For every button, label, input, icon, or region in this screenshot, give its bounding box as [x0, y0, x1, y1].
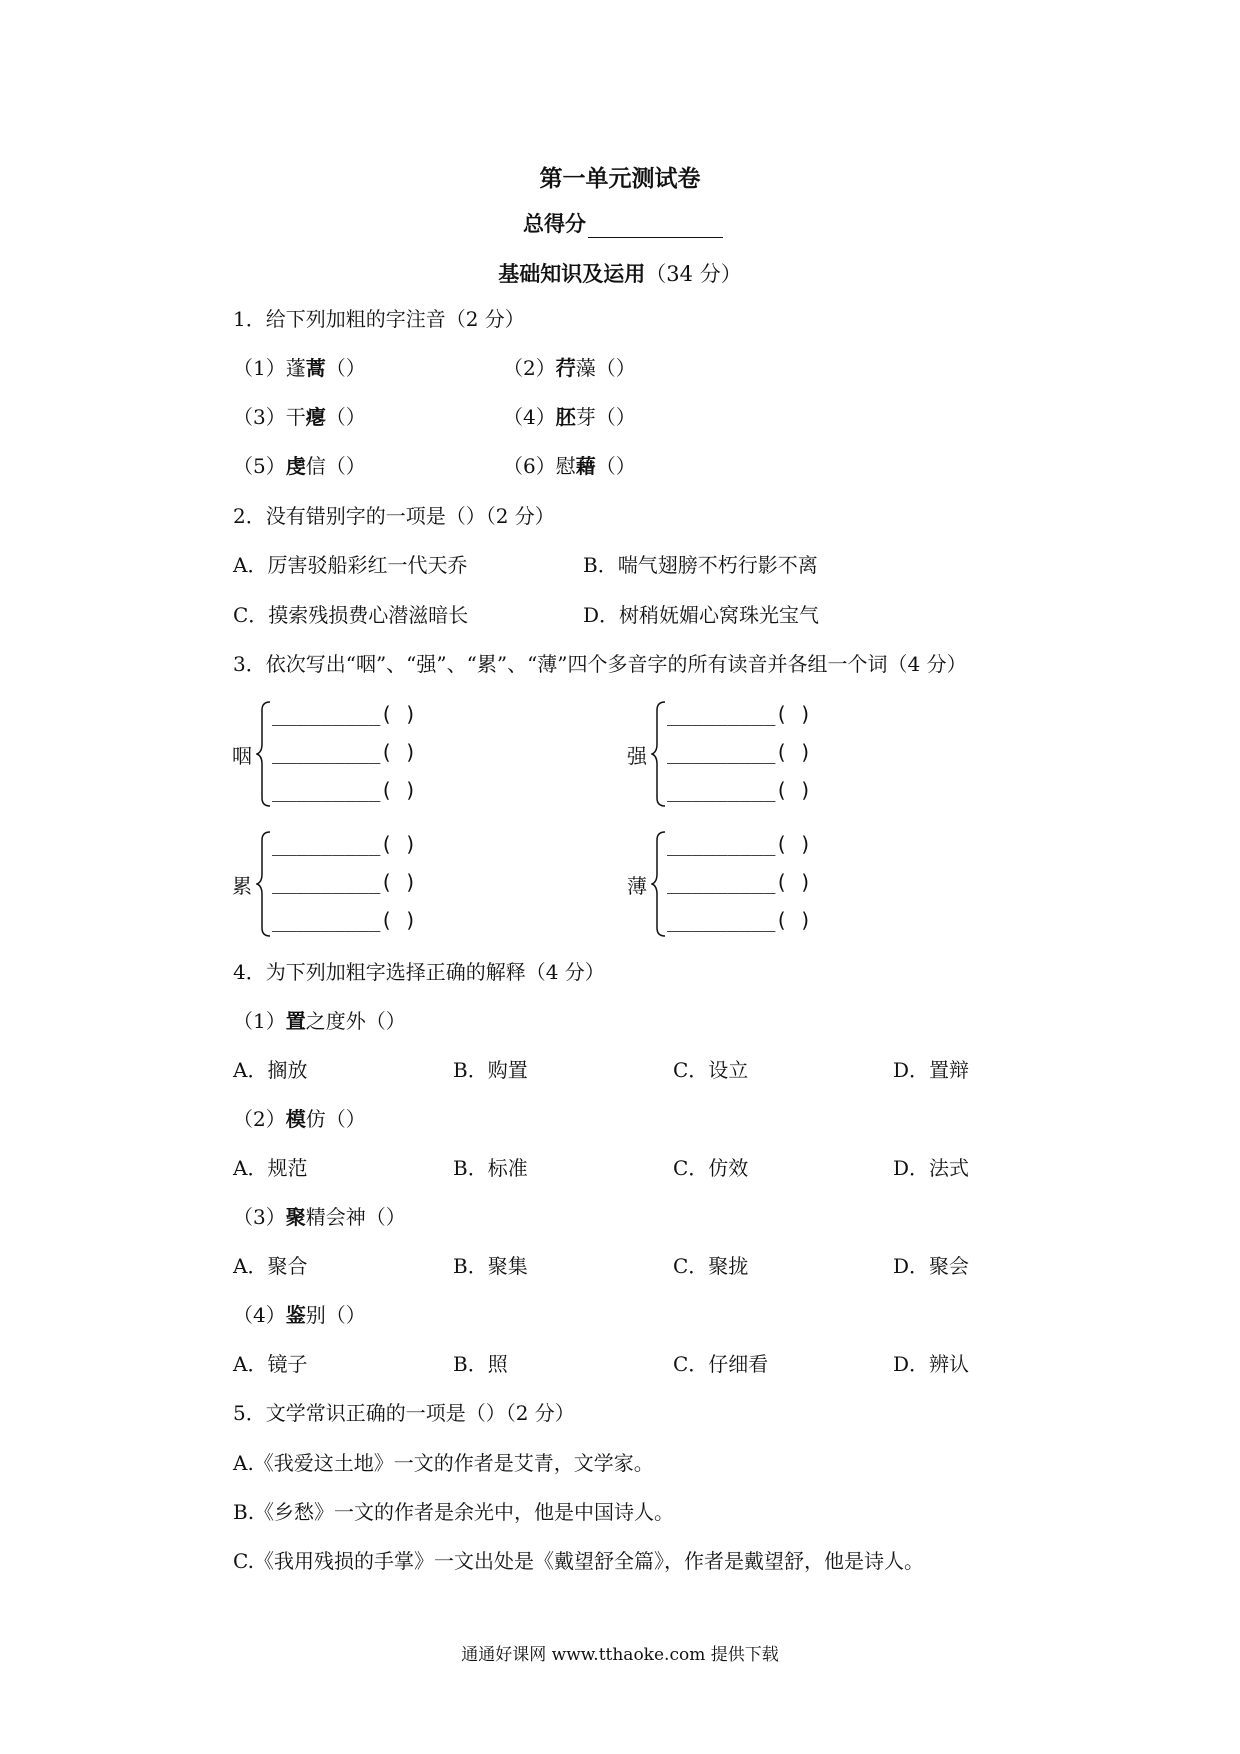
answer-row[interactable]: _________( ) [272, 702, 417, 726]
item-number: （6） [503, 454, 556, 478]
q2-option-b[interactable]: B．喘气翅膀不朽行影不离 [583, 553, 818, 577]
item-text: 精会神（） [305, 1205, 406, 1229]
q1-item-5 [233, 454, 366, 478]
q1-item-3 [233, 405, 366, 429]
q5-stem: 5．文学常识正确的一项是（）（2 分） [233, 1401, 575, 1425]
bold-char: 胚 [555, 405, 576, 429]
q4-2-option-d[interactable]: D．法式 [893, 1156, 970, 1180]
q4-1-option-b[interactable]: B．购置 [453, 1058, 528, 1082]
brace-icon [651, 700, 667, 808]
bold-char: 模 [285, 1107, 306, 1131]
q4-item-1 [233, 1009, 406, 1033]
item-char: 信 [305, 454, 326, 478]
q4-4-option-d[interactable]: D．辨认 [893, 1352, 970, 1376]
q4-3-option-c[interactable]: C．聚拢 [673, 1254, 749, 1278]
answer-blank[interactable]: （） [595, 405, 636, 429]
bold-char: 荇 [555, 356, 576, 380]
q4-4-option-a[interactable]: A．镜子 [233, 1352, 308, 1376]
item-text: 别（） [305, 1303, 366, 1327]
q5-option-a[interactable]: A.《我爱这土地》一文的作者是艾青，文学家。 [233, 1451, 654, 1475]
bold-char: 藉 [575, 454, 596, 478]
item-number: （1） [233, 356, 286, 380]
answer-blank[interactable]: （） [325, 356, 366, 380]
q2-stem: 2．没有错别字的一项是（）（2 分） [233, 504, 555, 528]
answer-row[interactable]: _________( ) [272, 778, 417, 802]
answer-row[interactable]: _________( ) [667, 908, 812, 932]
item-char: 芽 [575, 405, 596, 429]
brace-icon [256, 700, 272, 808]
q4-2-option-a[interactable]: A．规范 [233, 1156, 308, 1180]
q3-stem: 3．依次写出“咽”、“强”、“累”、“薄”四个多音字的所有读音并各组一个词（4 分） [233, 652, 967, 676]
q1-item-6 [503, 454, 636, 478]
item-number: （5） [233, 454, 286, 478]
q4-4-option-c[interactable]: C．仔细看 [673, 1352, 769, 1376]
answer-row[interactable]: _________( ) [272, 908, 417, 932]
bold-char: 聚 [285, 1205, 306, 1229]
q2-option-a[interactable]: A．厉害驳船彩红一代天乔 [233, 553, 468, 577]
page-footer: 通通好课网 www.tthaoke.com 提供下载 [461, 1645, 779, 1665]
polyphone-char: 强 [627, 744, 647, 768]
item-number: （2） [503, 356, 556, 380]
answer-row[interactable]: _________( ) [272, 870, 417, 894]
answer-row[interactable]: _________( ) [667, 740, 812, 764]
q4-2-option-b[interactable]: B．标准 [453, 1156, 528, 1180]
answer-blank[interactable]: （） [325, 405, 366, 429]
q1-item-2 [503, 356, 636, 380]
q1-item-1 [233, 356, 366, 380]
answer-blank[interactable]: （） [325, 454, 366, 478]
total-score-label: 总得分 [523, 212, 586, 236]
item-number: （4） [503, 405, 556, 429]
answer-blank[interactable]: （） [595, 454, 636, 478]
q4-2-option-c[interactable]: C．仿效 [673, 1156, 749, 1180]
bold-char: 蒿 [305, 356, 326, 380]
bold-char: 瘪 [305, 405, 326, 429]
page-title: 第一单元测试卷 [539, 166, 701, 192]
q4-1-option-c[interactable]: C．设立 [673, 1058, 749, 1082]
answer-row[interactable]: _________( ) [272, 740, 417, 764]
item-char: 慰 [555, 454, 576, 478]
item-text: 仿（） [305, 1107, 366, 1131]
polyphone-char: 咽 [232, 744, 252, 768]
q2-option-c[interactable]: C．摸索残损费心潜滋暗长 [233, 603, 469, 627]
item-number: （3） [233, 1205, 286, 1229]
q4-item-3 [233, 1205, 406, 1229]
q5-option-c[interactable]: C.《我用残损的手掌》一文出处是《戴望舒全篇》，作者是戴望舒，他是诗人。 [233, 1549, 924, 1573]
item-text: 之度外（） [305, 1009, 406, 1033]
bold-char: 置 [285, 1009, 306, 1033]
section-title: 基础知识及运用 [498, 262, 646, 286]
item-number: （4） [233, 1303, 286, 1327]
polyphone-char: 累 [232, 874, 252, 898]
q4-item-2 [233, 1107, 366, 1131]
q4-4-option-b[interactable]: B．照 [453, 1352, 508, 1376]
answer-row[interactable]: _________( ) [667, 702, 812, 726]
q1-stem: 1．给下列加粗的字注音（2 分） [233, 307, 525, 331]
q4-1-option-a[interactable]: A．搁放 [233, 1058, 308, 1082]
total-score-blank[interactable] [588, 217, 723, 238]
q4-3-option-b[interactable]: B．聚集 [453, 1254, 528, 1278]
total-score [523, 208, 723, 238]
q4-1-option-d[interactable]: D．置辩 [893, 1058, 970, 1082]
bold-char: 虔 [285, 454, 306, 478]
item-number: （3） [233, 405, 286, 429]
item-char: 蓬 [285, 356, 306, 380]
brace-icon [651, 830, 667, 938]
answer-row[interactable]: _________( ) [667, 832, 812, 856]
answer-row[interactable]: _________( ) [667, 870, 812, 894]
q4-stem: 4．为下列加粗字选择正确的解释（4 分） [233, 960, 605, 984]
answer-row[interactable]: _________( ) [667, 778, 812, 802]
section-heading [0, 258, 1240, 288]
bold-char: 鉴 [285, 1303, 306, 1327]
item-char: 干 [285, 405, 306, 429]
q4-3-option-a[interactable]: A．聚合 [233, 1254, 308, 1278]
q4-3-option-d[interactable]: D．聚会 [893, 1254, 970, 1278]
answer-row[interactable]: _________( ) [272, 832, 417, 856]
answer-blank[interactable]: （） [595, 356, 636, 380]
section-points: （34 分） [645, 262, 742, 286]
polyphone-char: 薄 [627, 874, 647, 898]
item-char: 藻 [575, 356, 596, 380]
item-number: （1） [233, 1009, 286, 1033]
item-number: （2） [233, 1107, 286, 1131]
q2-option-d[interactable]: D．树稍妩媚心窝珠光宝气 [583, 603, 820, 627]
brace-icon [256, 830, 272, 938]
q1-item-4 [503, 405, 636, 429]
q4-item-4 [233, 1303, 366, 1327]
q5-option-b[interactable]: B.《乡愁》一文的作者是余光中，他是中国诗人。 [233, 1500, 675, 1524]
